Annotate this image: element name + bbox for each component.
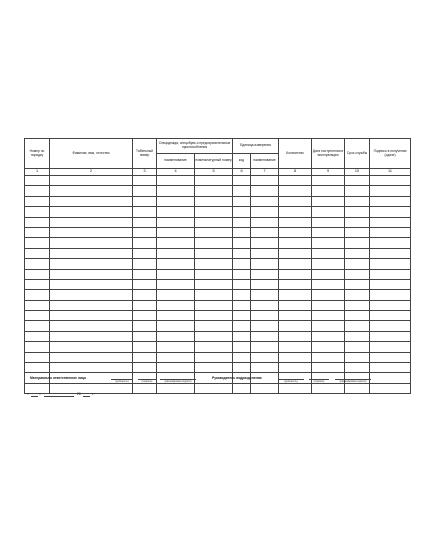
table-cell[interactable] [133,259,157,269]
date-month-line[interactable] [44,396,74,397]
caption-decoding: (расшифровка подписи) [164,380,192,383]
table-cell[interactable] [50,259,133,269]
table-cell[interactable] [251,269,279,279]
table-cell[interactable] [312,342,345,352]
header-unit-name: наименование [251,154,279,169]
table-cell[interactable] [370,227,411,237]
table-cell[interactable] [370,217,411,227]
table-cell[interactable] [345,186,370,196]
table-cell[interactable] [133,186,157,196]
table-cell[interactable] [370,342,411,352]
equipment-issue-table [24,138,411,394]
column-number: 11 [370,169,411,176]
table-cell[interactable] [195,176,233,186]
caption-signature: (подпись) [313,380,325,383]
header-quantity: Количество [279,139,312,169]
table-cell[interactable] [157,311,195,321]
table-cell[interactable] [279,186,312,196]
table-cell[interactable] [195,331,233,341]
table-cell[interactable] [25,227,50,237]
table-cell[interactable] [157,259,195,269]
table-cell[interactable] [195,248,233,258]
table-cell[interactable] [25,176,50,186]
table-cell[interactable] [345,342,370,352]
table-cell[interactable] [133,196,157,206]
header-item-name: наименование [157,154,195,169]
header-commission-date: Дата поступления в эксплуатацию [312,139,345,169]
table-cell[interactable] [233,269,251,279]
column-number: 10 [345,169,370,176]
blank-rows [25,176,411,394]
table-row [25,186,411,196]
table-cell[interactable] [312,217,345,227]
table-cell[interactable] [251,363,279,373]
table-cell[interactable] [133,331,157,341]
table-row [25,279,411,289]
table-cell[interactable] [345,363,370,373]
table-cell[interactable] [312,196,345,206]
table-cell[interactable] [50,331,133,341]
table-cell[interactable] [233,196,251,206]
table-cell[interactable] [157,248,195,258]
table-cell[interactable] [25,248,50,258]
table-row [25,363,411,373]
table-cell[interactable] [233,248,251,258]
table-cell[interactable] [133,363,157,373]
table-cell[interactable] [50,363,133,373]
table-cell[interactable] [312,238,345,248]
table-cell[interactable] [279,207,312,217]
table-cell[interactable] [195,259,233,269]
table-cell[interactable] [50,352,133,362]
table-cell[interactable] [25,342,50,352]
table-row [25,342,411,352]
table-cell[interactable] [25,300,50,310]
header-unit-code: код [233,154,251,169]
table-cell[interactable] [370,248,411,258]
table-cell[interactable] [157,300,195,310]
table-row [25,238,411,248]
table-cell[interactable] [312,321,345,331]
column-number: 4 [157,169,195,176]
header-signature: Подпись в получении (сдаче) [370,139,411,169]
table-cell[interactable] [279,321,312,331]
table-cell[interactable] [25,279,50,289]
table-cell[interactable] [25,269,50,279]
table-cell[interactable] [195,321,233,331]
table-cell[interactable] [312,290,345,300]
table-cell[interactable] [157,176,195,186]
table-row [25,269,411,279]
column-number: 7 [251,169,279,176]
table-cell[interactable] [195,207,233,217]
table-cell[interactable] [157,196,195,206]
date-quote-close: » [39,392,41,396]
table-cell[interactable] [233,331,251,341]
table-cell[interactable] [133,238,157,248]
table-cell[interactable] [133,321,157,331]
table-row [25,290,411,300]
table-cell[interactable] [50,186,133,196]
table-cell[interactable] [279,363,312,373]
header-nomenclature-number: номенклатурный номер [195,154,233,169]
table-cell[interactable] [50,207,133,217]
table-cell[interactable] [312,259,345,269]
column-number: 9 [312,169,345,176]
table-cell[interactable] [345,227,370,237]
header-full-name: Фамилия, имя, отчество [50,139,133,169]
table-cell[interactable] [195,279,233,289]
table-cell[interactable] [233,363,251,373]
table-cell[interactable] [312,207,345,217]
table-cell[interactable] [50,227,133,237]
column-number: 5 [195,169,233,176]
table-cell[interactable] [233,176,251,186]
table-cell[interactable] [251,311,279,321]
table-cell[interactable] [312,269,345,279]
table-cell[interactable] [133,352,157,362]
table-cell[interactable] [50,383,133,393]
table-cell[interactable] [25,217,50,227]
table-cell[interactable] [157,217,195,227]
table-cell[interactable] [157,269,195,279]
table-cell[interactable] [195,363,233,373]
table-cell[interactable] [279,300,312,310]
table-row [25,300,411,310]
table-cell[interactable] [345,207,370,217]
column-number: 6 [233,169,251,176]
table-cell[interactable] [370,383,411,393]
table-cell[interactable] [233,352,251,362]
table-cell[interactable] [312,176,345,186]
table-cell[interactable] [133,227,157,237]
table-cell[interactable] [370,207,411,217]
table-cell[interactable] [251,290,279,300]
table-cell[interactable] [157,331,195,341]
table-cell[interactable] [251,176,279,186]
caption-position: (должность) [115,380,129,383]
table-cell[interactable] [251,383,279,393]
table-cell[interactable] [251,186,279,196]
table-cell[interactable] [233,217,251,227]
table-cell[interactable] [370,300,411,310]
table-cell[interactable] [195,352,233,362]
table-cell[interactable] [279,196,312,206]
header-workwear-group: Спецодежда, спецобувь и предохранительные приспособления [157,139,233,154]
table-row [25,196,411,206]
table-cell[interactable] [195,311,233,321]
caption-signature: (подпись) [141,380,153,383]
table-row [25,217,411,227]
table-cell[interactable] [251,238,279,248]
table-cell[interactable] [345,290,370,300]
table-row [25,259,411,269]
table-cell[interactable] [157,383,195,393]
table-cell[interactable] [312,311,345,321]
table-cell[interactable] [251,331,279,341]
table-cell[interactable] [312,186,345,196]
table-cell[interactable] [25,186,50,196]
table-cell[interactable] [233,227,251,237]
table-cell[interactable] [279,383,312,393]
table-cell[interactable] [133,342,157,352]
table-cell[interactable] [50,248,133,258]
table-cell[interactable] [133,248,157,258]
table-row [25,176,411,186]
table-cell[interactable] [279,352,312,362]
header-row-number: Номер по порядку [25,139,50,169]
table-cell[interactable] [157,238,195,248]
table-cell[interactable] [157,290,195,300]
table-cell[interactable] [279,217,312,227]
table-cell[interactable] [312,383,345,393]
table-cell[interactable] [279,248,312,258]
date-year-suffix: г. [92,392,94,396]
caption-position: (должность) [284,380,298,383]
table-cell[interactable] [345,321,370,331]
table-cell[interactable] [133,311,157,321]
table-cell[interactable] [370,269,411,279]
table-cell[interactable] [370,331,411,341]
table-cell[interactable] [157,342,195,352]
table-cell[interactable] [233,279,251,289]
table-row [25,331,411,341]
head-of-unit-label: Руководитель подразделения [212,376,262,380]
table-cell[interactable] [233,321,251,331]
table-cell[interactable] [25,363,50,373]
table-cell[interactable] [251,217,279,227]
table-cell[interactable] [133,217,157,227]
table-cell[interactable] [25,238,50,248]
table-cell[interactable] [312,227,345,237]
table-cell[interactable] [233,238,251,248]
table-row [25,207,411,217]
table-cell[interactable] [50,217,133,227]
table-cell[interactable] [195,342,233,352]
table-cell[interactable] [25,321,50,331]
column-number-row [25,169,411,176]
table-cell[interactable] [370,352,411,362]
table-cell[interactable] [345,269,370,279]
header-service-life: Срок службы [345,139,370,169]
table-cell[interactable] [251,300,279,310]
date-year-line[interactable] [83,396,90,397]
table-cell[interactable] [233,383,251,393]
table-cell[interactable] [133,383,157,393]
table-cell[interactable] [370,363,411,373]
table-cell[interactable] [279,259,312,269]
table-cell[interactable] [50,342,133,352]
table-cell[interactable] [50,269,133,279]
table-cell[interactable] [50,311,133,321]
date-quote-open: « [27,392,29,396]
table-cell[interactable] [133,207,157,217]
column-number: 2 [50,169,133,176]
table-cell[interactable] [195,186,233,196]
table-cell[interactable] [25,196,50,206]
table-cell[interactable] [50,176,133,186]
caption-decoding: (расшифровка подписи) [339,380,367,383]
table-cell[interactable] [345,259,370,269]
table-cell[interactable] [312,248,345,258]
table-cell[interactable] [279,227,312,237]
table-cell[interactable] [370,186,411,196]
column-number: 8 [279,169,312,176]
table-cell[interactable] [312,331,345,341]
table-cell[interactable] [233,342,251,352]
table-cell[interactable] [370,311,411,321]
header-unit-group: Единица измерения [233,139,279,154]
table-cell[interactable] [195,269,233,279]
table-cell[interactable] [345,300,370,310]
table-cell[interactable] [251,248,279,258]
table-cell[interactable] [195,196,233,206]
table-cell[interactable] [251,321,279,331]
table-cell[interactable] [345,248,370,258]
table-cell[interactable] [279,311,312,321]
table-cell[interactable] [279,279,312,289]
table-cell[interactable] [370,196,411,206]
table-cell[interactable] [251,352,279,362]
table-cell[interactable] [50,290,133,300]
table-cell[interactable] [345,352,370,362]
table-cell[interactable] [50,279,133,289]
table-cell[interactable] [345,217,370,227]
table-cell[interactable] [233,186,251,196]
table-cell[interactable] [345,196,370,206]
responsible-person-label: Материально ответственное лицо [30,376,87,380]
table-cell[interactable] [251,196,279,206]
table-cell[interactable] [279,331,312,341]
table-cell[interactable] [50,238,133,248]
table-cell[interactable] [312,279,345,289]
table-cell[interactable] [133,269,157,279]
table-cell[interactable] [157,207,195,217]
table-row [25,248,411,258]
table-cell[interactable] [25,290,50,300]
table-cell[interactable] [233,300,251,310]
table-cell[interactable] [279,176,312,186]
table-cell[interactable] [157,363,195,373]
table-row [25,311,411,321]
table-cell[interactable] [195,227,233,237]
table-cell[interactable] [25,207,50,217]
table-cell[interactable] [133,290,157,300]
table-cell[interactable] [25,259,50,269]
table-cell[interactable] [195,217,233,227]
table-cell[interactable] [345,238,370,248]
table-row [25,383,411,393]
table-cell[interactable] [370,373,411,383]
table-cell[interactable] [370,238,411,248]
table-cell[interactable] [195,300,233,310]
table-cell[interactable] [233,207,251,217]
table-cell[interactable] [312,300,345,310]
table-cell[interactable] [50,300,133,310]
column-number: 1 [25,169,50,176]
table-cell[interactable] [345,279,370,289]
table-row [25,227,411,237]
table-cell[interactable] [370,290,411,300]
table-cell[interactable] [233,290,251,300]
table-cell[interactable] [251,207,279,217]
header-personnel-number: Табельный номер [133,139,157,169]
table-cell[interactable] [133,279,157,289]
table-cell[interactable] [233,311,251,321]
table-cell[interactable] [251,279,279,289]
table-cell[interactable] [345,176,370,186]
table-row [25,352,411,362]
table-cell[interactable] [251,227,279,237]
table-cell[interactable] [195,238,233,248]
date-day-line[interactable] [31,396,38,397]
table-cell[interactable] [25,331,50,341]
table-cell[interactable] [50,321,133,331]
table-cell[interactable] [345,311,370,321]
table-cell[interactable] [345,383,370,393]
table-cell[interactable] [312,363,345,373]
table-cell[interactable] [370,279,411,289]
table-row [25,321,411,331]
table-cell[interactable] [157,186,195,196]
table-cell[interactable] [157,279,195,289]
table-cell[interactable] [279,342,312,352]
table-cell[interactable] [157,352,195,362]
column-number: 3 [133,169,157,176]
table-cell[interactable] [279,290,312,300]
table-cell[interactable] [50,196,133,206]
table-cell[interactable] [195,290,233,300]
table-cell[interactable] [133,300,157,310]
table-cell[interactable] [157,321,195,331]
table-cell[interactable] [133,176,157,186]
table-cell[interactable] [370,176,411,186]
table-cell[interactable] [370,321,411,331]
table-cell[interactable] [251,259,279,269]
table-cell[interactable] [279,269,312,279]
date-year-prefix: 20 [77,392,81,396]
table-cell[interactable] [251,342,279,352]
table-cell[interactable] [233,259,251,269]
table-cell[interactable] [279,238,312,248]
table-cell[interactable] [157,227,195,237]
table-cell[interactable] [25,311,50,321]
table-cell[interactable] [25,352,50,362]
table-cell[interactable] [195,383,233,393]
table-cell[interactable] [370,259,411,269]
table-cell[interactable] [345,331,370,341]
table-cell[interactable] [312,352,345,362]
